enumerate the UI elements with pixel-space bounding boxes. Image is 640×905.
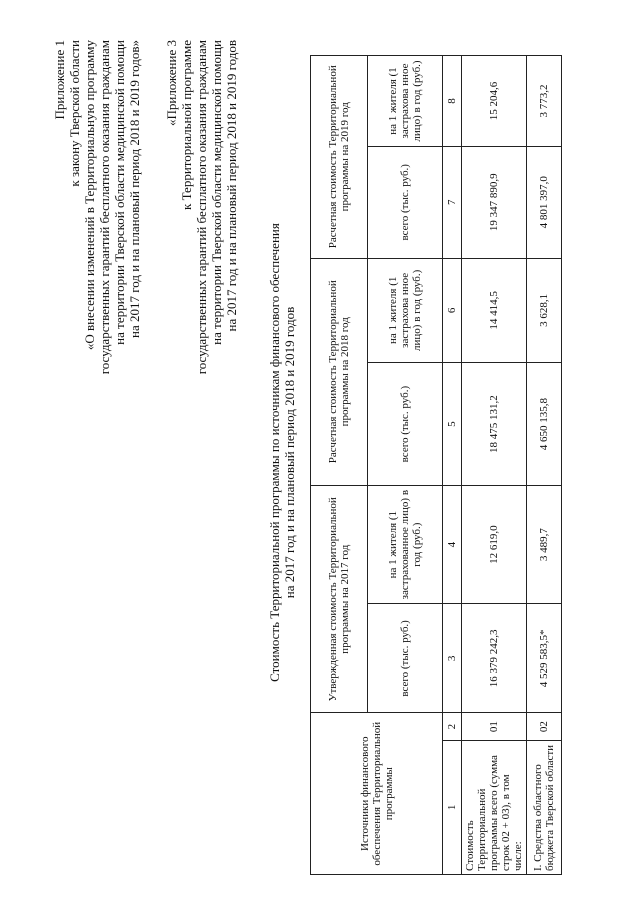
document-title <box>267 0 297 905</box>
header2-line: государственных гарантий бесплатного оказания гражданам <box>194 40 209 375</box>
appendix-1-header <box>52 40 142 374</box>
cell-value: 19 347 890,9 <box>462 147 527 258</box>
subheader-total-2019: всего (тыс. руб.) <box>368 147 443 258</box>
col-number: 7 <box>443 147 462 258</box>
cell-value: 3 773,2 <box>527 56 562 147</box>
table-row <box>462 56 527 875</box>
cell-value: 4 801 397,0 <box>527 147 562 258</box>
header2-line: к Территориальной программе <box>179 40 194 210</box>
row-code: 02 <box>527 713 562 740</box>
subheader-per-capita-2018: на 1 жителя (1 застрахова нное лицо) в год (руб.) <box>368 258 443 363</box>
header-2018: Расчетная стоимость Территориальной программы на 2018 год <box>311 258 368 485</box>
header-2019: Расчетная стоимость Территориальной программы на 2019 год <box>311 56 368 259</box>
cost-table <box>310 55 562 875</box>
header1-line: к закону Тверской области <box>67 40 82 187</box>
row-code: 01 <box>462 713 527 740</box>
header1-line: Приложение 1 <box>52 40 67 120</box>
cell-value: 16 379 242,3 <box>462 604 527 713</box>
col-number: 4 <box>443 486 462 604</box>
cell-value: 3 628,1 <box>527 258 562 363</box>
subheader-total-2017: всего (тыс. руб.) <box>368 604 443 713</box>
subheader-per-capita-2019: на 1 жителя (1 застрахова нное лицо) в год (руб.) <box>368 56 443 147</box>
row-label: I. Средства областного бюджета Тверской области <box>527 740 562 874</box>
table-row <box>527 56 562 875</box>
col-number: 3 <box>443 604 462 713</box>
title-line-1: Стоимость Территориальной программы по источникам финансового обеспечения <box>267 223 282 682</box>
header1-line: на территории Тверской области медицинской помощи <box>112 40 127 345</box>
title-line-2: на 2017 год и на плановый период 2018 и 2019 годов <box>282 306 297 599</box>
table-header-row <box>311 56 368 875</box>
header2-line: на территории Тверской области медицинской помощи <box>209 40 224 345</box>
cell-value: 18 475 131,2 <box>462 363 527 486</box>
cell-value: 4 650 135,8 <box>527 363 562 486</box>
col-number: 6 <box>443 258 462 363</box>
cell-value: 3 489,7 <box>527 486 562 604</box>
header-2017: Утвержденная стоимость Территориальной программы на 2017 год <box>311 486 368 713</box>
header2-line: на 2017 год и на плановый период 2018 и 2019 годов <box>224 40 239 332</box>
cell-value: 15 204,6 <box>462 56 527 147</box>
cell-value: 12 619,0 <box>462 486 527 604</box>
col-number: 1 <box>443 740 462 874</box>
row-label: Стоимость Территориальной программы всего (сумма строк 02 + 03), в том числе: <box>462 740 527 874</box>
col-number: 5 <box>443 363 462 486</box>
col-number: 2 <box>443 713 462 740</box>
header1-line: «О внесении изменений в Территориальную программу <box>82 40 97 351</box>
header1-line: на 2017 год и на плановый период 2018 и 2019 годов» <box>127 40 142 338</box>
col-number: 8 <box>443 56 462 147</box>
appendix-3-header <box>164 40 239 374</box>
cell-value: 4 529 583,5* <box>527 604 562 713</box>
header-source: Источники финансового обеспечения Территориальной программы <box>311 713 443 875</box>
header2-line: «Приложение 3 <box>164 40 179 127</box>
column-number-row <box>443 56 462 875</box>
subheader-total-2018: всего (тыс. руб.) <box>368 363 443 486</box>
cell-value: 14 414,5 <box>462 258 527 363</box>
subheader-per-capita-2017: на 1 жителя (1 застрахованное лицо) в год (руб.) <box>368 486 443 604</box>
header1-line: государственных гарантий бесплатного оказания гражданам <box>97 40 112 375</box>
